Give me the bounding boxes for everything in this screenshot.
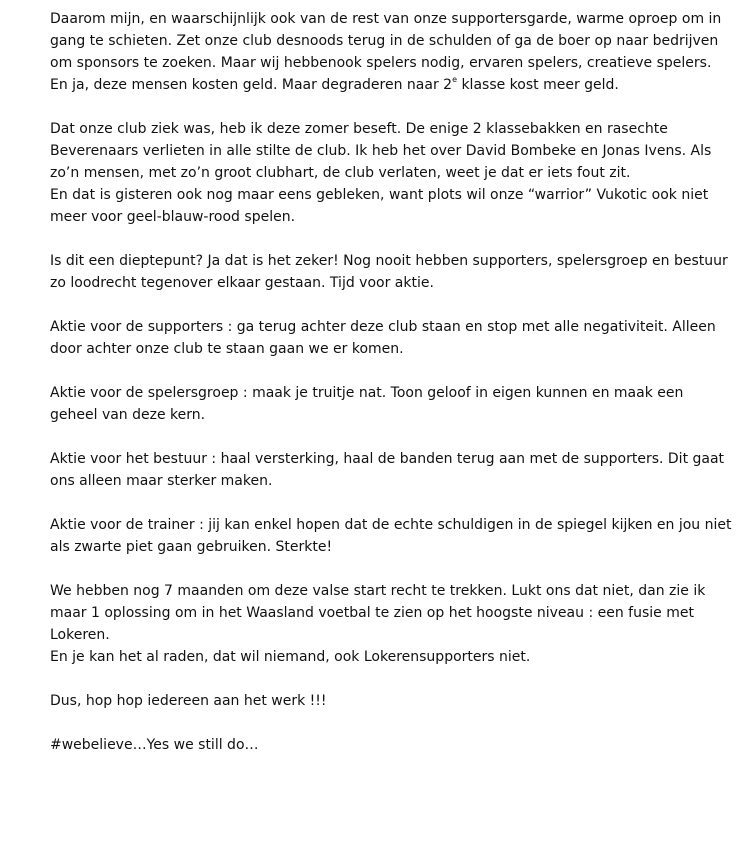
text-line: Aktie voor de spelersgroep : maak je truitje nat. Toon geloof in eigen kunnen en maak een	[50, 385, 684, 401]
paragraph-action-trainer	[50, 514, 732, 558]
text-line: En je kan het al raden, dat wil niemand, ook Lokerensupporters niet.	[50, 649, 531, 665]
paragraph-action-players	[50, 382, 710, 426]
text-line: Lokeren.	[50, 627, 110, 643]
paragraph-spacer	[50, 96, 710, 118]
paragraph-spacer	[50, 558, 710, 580]
document-body	[50, 8, 732, 756]
text-line: Daarom mijn, en waarschijnlijk ook van de rest van onze supportersgarde, warme oproep om in	[50, 11, 722, 27]
text-line: ons alleen maar sterker maken.	[50, 473, 273, 489]
text-line: Dus, hop hop iedereen aan het werk !!!	[50, 693, 327, 709]
text-line: om sponsors te zoeken. Maar wij hebbenook spelers nodig, ervaren spelers, creatieve spelers.	[50, 55, 712, 71]
text-line: Beverenaars verlieten in alle stilte de club. Ik heb het over David Bombeke en Jonas Ivens. Als	[50, 143, 712, 159]
paragraph-seven-months	[50, 580, 710, 668]
paragraph-call-to-action	[50, 8, 722, 96]
paragraph-action-board	[50, 448, 725, 492]
paragraph-hashtag	[50, 734, 710, 756]
text-line: Dat onze club ziek was, heb ik deze zomer beseft. De enige 2 klassebakken en rasechte	[50, 121, 668, 137]
text-line: gang te schieten. Zet onze club desnoods terug in de schulden of ga de boer op naar bedrijven	[50, 33, 719, 49]
text-line: Is dit een dieptepunt? Ja dat is het zeker! Nog nooit hebben supporters, spelersgroep en bestuur	[50, 253, 728, 269]
text-line: geheel van deze kern.	[50, 407, 206, 423]
paragraph-spacer	[50, 228, 710, 250]
paragraph-spacer	[50, 360, 710, 382]
paragraph-club-sick	[50, 118, 710, 228]
text-line: als zwarte piet gaan gebruiken. Sterkte!	[50, 539, 333, 555]
text-line: Aktie voor het bestuur : haal versterking, haal de banden terug aan met de supporters. Dit gaat	[50, 451, 725, 467]
paragraph-spacer	[50, 492, 710, 514]
paragraph-spacer	[50, 668, 710, 690]
paragraph-spacer	[50, 294, 710, 316]
superscript-e: e	[452, 75, 457, 85]
text-line: Aktie voor de trainer : jij kan enkel hopen dat de echte schuldigen in de spiegel kijken en jou niet	[50, 517, 732, 533]
text-line: En dat is gisteren ook nog maar eens gebleken, want plots wil onze “warrior” Vukotic ook niet	[50, 187, 709, 203]
paragraph-spacer	[50, 712, 710, 734]
text-segment: klasse kost meer geld.	[457, 77, 619, 93]
text-line: maar 1 oplossing om in het Waasland voetbal te zien op het hoogste niveau : een fusie met	[50, 605, 694, 621]
paragraph-get-to-work	[50, 690, 710, 712]
text-line: meer voor geel-blauw-rood spelen.	[50, 209, 296, 225]
text-line: zo loodrecht tegenover elkaar gestaan. Tijd voor aktie.	[50, 275, 434, 291]
text-line: Aktie voor de supporters : ga terug achter deze club staan en stop met alle negativiteit. Alleen	[50, 319, 716, 335]
text-segment: En ja, deze mensen kosten geld. Maar degraderen naar 2	[50, 77, 453, 93]
text-line: door achter onze club te staan gaan we er komen.	[50, 341, 404, 357]
text-line: We hebben nog 7 maanden om deze valse start recht te trekken. Lukt ons dat niet, dan zie ik	[50, 583, 706, 599]
text-line: zo’n mensen, met zo’n groot clubhart, de club verlaten, weet je dat er iets fout zit.	[50, 165, 631, 181]
paragraph-action-supporters	[50, 316, 716, 360]
text-line: #webelieve…Yes we still do…	[50, 737, 259, 753]
text-line-with-superscript	[50, 74, 710, 96]
paragraph-low-point	[50, 250, 728, 294]
paragraph-spacer	[50, 426, 710, 448]
